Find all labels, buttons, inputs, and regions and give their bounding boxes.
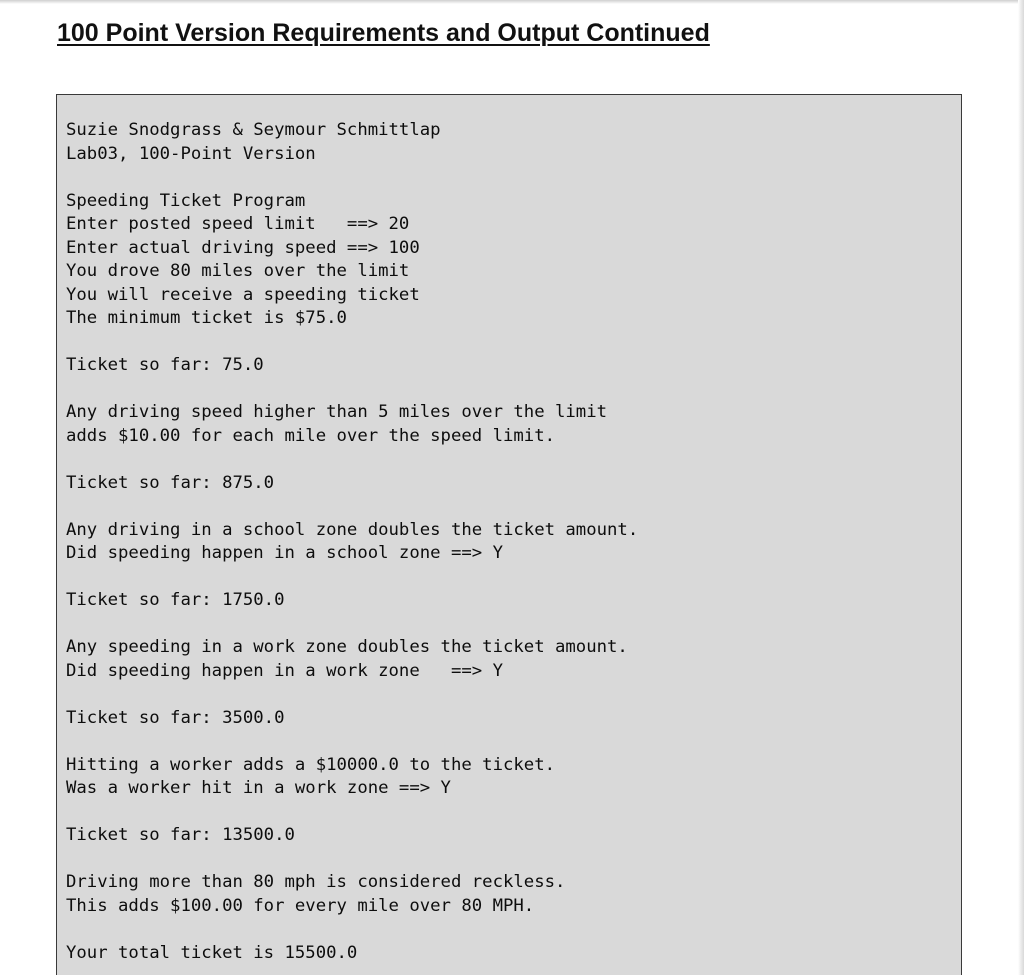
console-line: Lab03, 100-Point Version <box>66 143 316 164</box>
console-line <box>66 848 961 872</box>
page-title: 100 Point Version Requirements and Output Continued <box>57 19 710 47</box>
console-line: Ticket so far: 1750.0 <box>66 590 285 610</box>
console-line <box>66 683 961 707</box>
console-line: adds $10.00 for each mile over the speed limit. <box>66 425 555 446</box>
console-line <box>66 331 961 355</box>
console-line: Any driving speed higher than 5 miles over the limit <box>66 402 608 422</box>
console-line: Did speeding happen in a school zone ==> Y <box>66 543 503 563</box>
console-line <box>66 495 961 519</box>
page-right-edge <box>1018 0 1024 975</box>
console-line <box>66 566 961 590</box>
console-line: You drove 80 miles over the limit <box>66 261 410 281</box>
console-line: Your total ticket is 15500.0 <box>66 942 358 963</box>
console-line <box>66 166 961 190</box>
console-line: Hitting a worker adds a $10000.0 to the ticket. <box>66 754 555 775</box>
console-line: Any speeding in a work zone doubles the ticket amount. <box>66 637 628 657</box>
console-line <box>66 801 961 825</box>
console-line <box>66 378 961 402</box>
console-line <box>66 730 961 754</box>
console-line <box>66 448 961 472</box>
console-line: Ticket so far: 3500.0 <box>66 707 285 728</box>
console-line: Did speeding happen in a work zone ==> Y <box>66 660 503 681</box>
console-line: Enter posted speed limit ==> 20 <box>66 214 410 234</box>
console-line: The minimum ticket is $75.0 <box>66 308 347 328</box>
console-line: Enter actual driving speed ==> 100 <box>66 237 420 258</box>
page-top-shadow <box>0 0 1024 4</box>
console-output-box <box>56 94 962 975</box>
console-line: Any driving in a school zone doubles the ticket amount. <box>66 519 639 540</box>
console-line: Ticket so far: 875.0 <box>66 472 275 493</box>
console-line: Was a worker hit in a work zone ==> Y <box>66 778 451 798</box>
console-line: You will receive a speeding ticket <box>66 284 420 305</box>
console-line: Ticket so far: 75.0 <box>66 355 264 375</box>
console-line <box>66 918 961 942</box>
console-line: Suzie Snodgrass & Seymour Schmittlap <box>66 120 441 140</box>
console-line <box>66 613 961 637</box>
console-line: Ticket so far: 13500.0 <box>66 825 295 845</box>
console-line: Driving more than 80 mph is considered reckless. <box>66 872 566 892</box>
console-line: This adds $100.00 for every mile over 80 MPH. <box>66 895 535 916</box>
console-line: Speeding Ticket Program <box>66 190 306 211</box>
